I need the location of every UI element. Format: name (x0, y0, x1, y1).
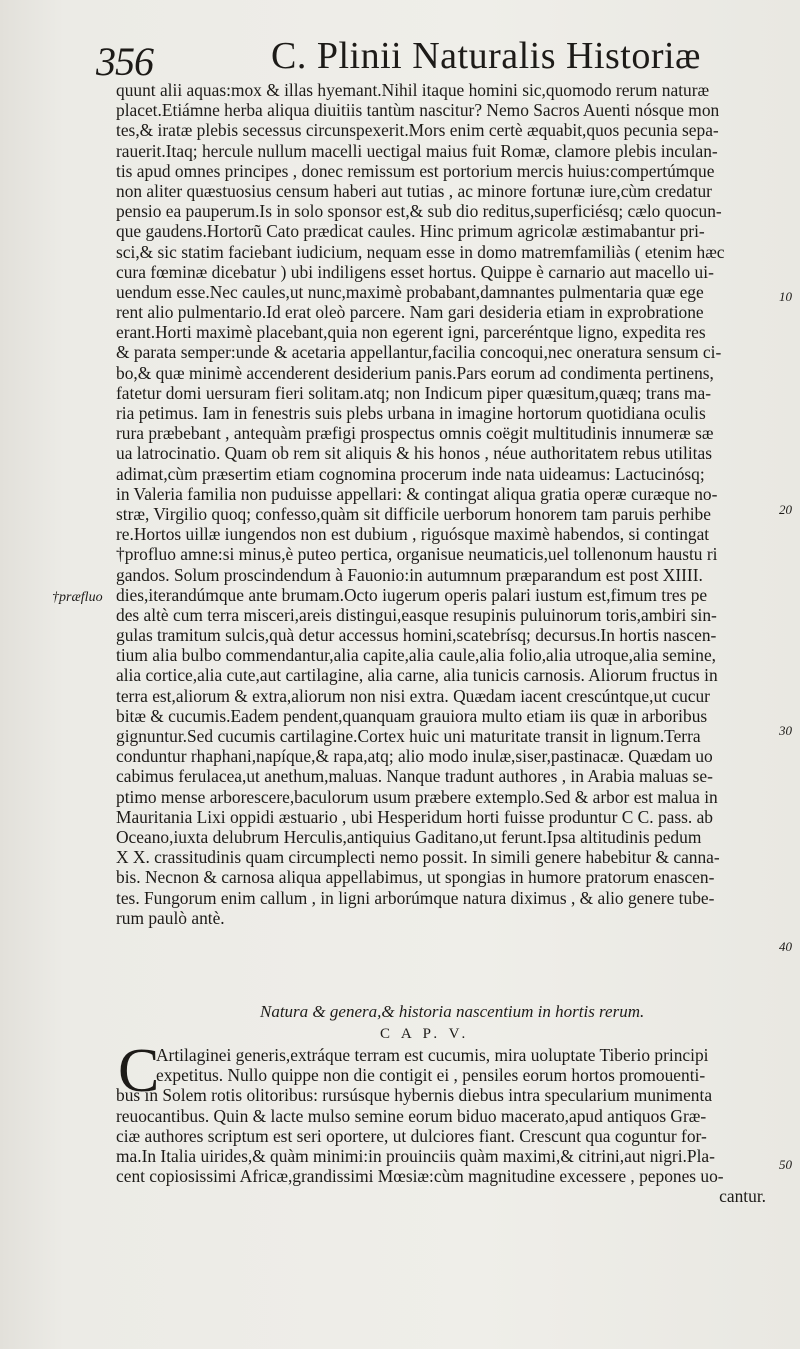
text-line: conduntur rhaphani,napíque,& rapa,atq; alio modo inulæ,siser,pastinacæ. Quædam uo (116, 746, 713, 767)
text-line: in Valeria familia non puduisse appellari: & contingat aliqua gratia operæ curæque no- (116, 483, 718, 504)
text-line: cura fœminæ dicebatur ) ubi indiligens esset hortus. Quippe è carnario aut macello ui- (116, 261, 714, 282)
text-line: fatetur domi uersuram fieri solitam.atq; non Indicum piper quæsitum,quæq; trans ma- (116, 382, 712, 403)
text-line: ua latrocinatio. Quam ob rem sit aliquis & his honos , néue authoritatem rebus utilitas (116, 443, 712, 464)
text-line: placet.Etiámne herba aliqua diuitiis tantùm nascitur? Nemo Sacros Auenti nósque mon (116, 100, 720, 121)
text-line: Mauritania Lixi oppidi æstuario , ubi Hesperidum horti fuisse produntur C C. pass. ab (116, 806, 714, 827)
text-line: sci,& sic statim faciebant iudicium, nequam esse in domo matremfamiliàs ( etenim hæc (116, 241, 725, 262)
line-number: 20 (779, 502, 792, 517)
line-number: 40 (779, 939, 792, 954)
text-line: que gaudens.Hortorũ Cato prædicat caules. Hinc primum agricolæ æstimabantur pri- (116, 221, 705, 242)
text-line: cabimus ferulacea,ut anethum,maluas. Nanque tradunt authores , in Arabia maluas se- (116, 766, 713, 787)
text-line: & parata semper:unde & acetaria appellantur,facilia concoqui,nec oneratura sensum ci- (116, 342, 722, 363)
line-number: 10 (779, 289, 792, 304)
text-line: alia cortice,alia cute,aut cartilagine, alia carne, alia tunicis carnosis. Aliorum fructus in (116, 665, 718, 686)
text-line: tis apud omnes principes , donec remissum est portorium mercis huius:compertúmque (116, 160, 715, 181)
text-line: gandos. Solum proscindendum à Fauonio:in autumnum præparandum est post XIIII. (116, 564, 703, 585)
text-line: Oceano,iuxta delubrum Herculis,antiquius Gaditano,ut ferunt.Ipsa altitudinis pedum (116, 826, 702, 847)
text-line: rum paulò antè. (116, 907, 225, 928)
line-number: 30 (779, 723, 792, 738)
chapter-line: Artilaginei generis,extráque terram est cucumis, mira uoluptate Tiberio principi (156, 1045, 709, 1065)
text-line: bitæ & cucumis.Eadem pendent,quanquam grauiora multo etiam iis quæ in arboribus (116, 705, 708, 726)
chapter-line: bus in Solem rotis olitoribus: rursúsque hybernis diebus intra specularium munimenta (116, 1085, 713, 1106)
margin-note: †præfluo (52, 590, 103, 605)
text-line: tes. Fungorum enim callum , in ligni arborúmque natura diximus , & alio genere tube- (116, 887, 715, 908)
chapter-line: cantur. (719, 1186, 766, 1207)
text-line: pensio ea pauperum.Is in solo sponsor est,& sub dio reditus,superficiésq; cælo quocun- (116, 201, 722, 222)
chapter-line: reuocantibus. Quin & lacte mulso semine eorum biduo macerato,apud antiquos Græ- (116, 1105, 707, 1126)
text-line: adimat,cùm præsertim etiam cognomina procerum inde nata uideamus: Lactucinósq; (116, 463, 705, 484)
page-number: 356 (96, 39, 153, 84)
text-line: ptimo mense arborescere,baculorum usum præbere extemplo.Sed & arbor est malua in (116, 786, 718, 807)
text-line: rent alio pulmentario.Id erat oleò parcere. Nam gari desideria etiam in exprobratione (116, 302, 704, 323)
text-line: erant.Horti maximè placebant,quia non egerent igni, parceréntque ligno, expedita res (116, 322, 706, 343)
text-line: rauerit.Itaq; hercule nullum macelli uectigal maius fuit Romæ, clamore plebis inculan- (116, 140, 718, 161)
text-line: gulas tramitum sulcis,quà detur accessus homini,scatebrísq; decursus.In hortis nascen- (116, 625, 717, 646)
text-line: dies,iterandúmque ante brumam.Octo iugerum operis palari iustum est,fimum tres pe (116, 584, 708, 605)
drop-cap-initial: C (118, 1037, 160, 1105)
text-line: des altè cum terra misceri,areis distingui,easque resupinis puluinorum toris,ambiri sin- (116, 604, 717, 625)
chapter-line: cent copiosissimi Africæ,grandissimi Mœsiæ:cùm magnitudine excessere , pepones uo- (116, 1166, 724, 1187)
text-line: rura præbebant , antequàm præfigi prospectus omnis coëgit multitudinis innumeræ sæ (116, 423, 714, 444)
chapter-text (116, 1045, 776, 1207)
text-line: ria petimus. Iam in fenestris suis plebs urbana in imagine hortorum quotidiana oculis (116, 403, 706, 423)
text-line: tium alia bulbo commendantur,alia capite,alia caule,alia folio,alia utroque,alia semine, (116, 645, 717, 666)
chapter-label: C A P. V. (380, 1026, 470, 1042)
text-line: gignuntur.Sed cucumis cartilagine.Cortex huic uni maturitate transit in lignum.Terra (116, 726, 701, 746)
running-title: C. Plinii Naturalis Historiæ (271, 35, 701, 77)
section-heading: Natura & genera,& historia nascentium in hortis rerum. (260, 1002, 645, 1021)
page-header (96, 30, 701, 84)
chapter-line: ma.In Italia uirides,& quàm minimi:in prouinciis quàm maximi,& citrini,aut nigri.Pla- (116, 1145, 715, 1166)
text-line: terra est,aliorum & extra,aliorum non nisi extra. Quædam iacent crescúntque,ut cucur (116, 685, 710, 706)
text-line: X X. crassitudinis quam circumplecti nemo possit. In simili genere habebitur & canna- (116, 847, 720, 868)
body-text (116, 80, 776, 928)
text-line: quunt alii aquas:mox & illas hyemant.Nihil itaque homini sic,quomodo rerum naturæ (116, 80, 710, 100)
text-line: stræ, Virgilio quoq; confesso,quàm sit difficile uerborum honorem tam paruis perhibe (116, 503, 711, 524)
text-line: tes,& iratæ plebis secessus circunspexerit.Mors enim certè æquabit,quos pecunia sepa- (116, 120, 719, 141)
line-number: 50 (779, 1157, 792, 1172)
text-line: re.Hortos uillæ iungendos non est dubium , riguósque maximè habendos, si contingat (116, 524, 710, 545)
text-line: bis. Necnon & carnosa aliqua appellabimus, ut spongias in humore pratorum enascen- (116, 867, 715, 888)
chapter-line: expetitus. Nullo quippe non die contigit ei , pensiles eorum hortos promouenti- (156, 1065, 706, 1086)
text-line: uendum esse.Nec caules,ut nunc,maximè probabant,damnantes pulmentaria quæ ege (116, 281, 704, 302)
chapter-line: ciæ authores scriptum est seri oportere, ut dulciores fiant. Crescunt qua coguntur for- (116, 1125, 707, 1146)
text-line: bo,& quæ minimè accenderent desiderium panis.Pars eorum ad condimenta pertinens, (116, 362, 714, 383)
text-line: †profluo amne:si minus,è puteo pertica, organisue neumaticis,uel tollenonum haustu ri (116, 544, 718, 565)
text-line: non aliter quæstuosius censum haberi aut tutias , ac minore fortunæ iure,cùm credatur (116, 180, 712, 201)
